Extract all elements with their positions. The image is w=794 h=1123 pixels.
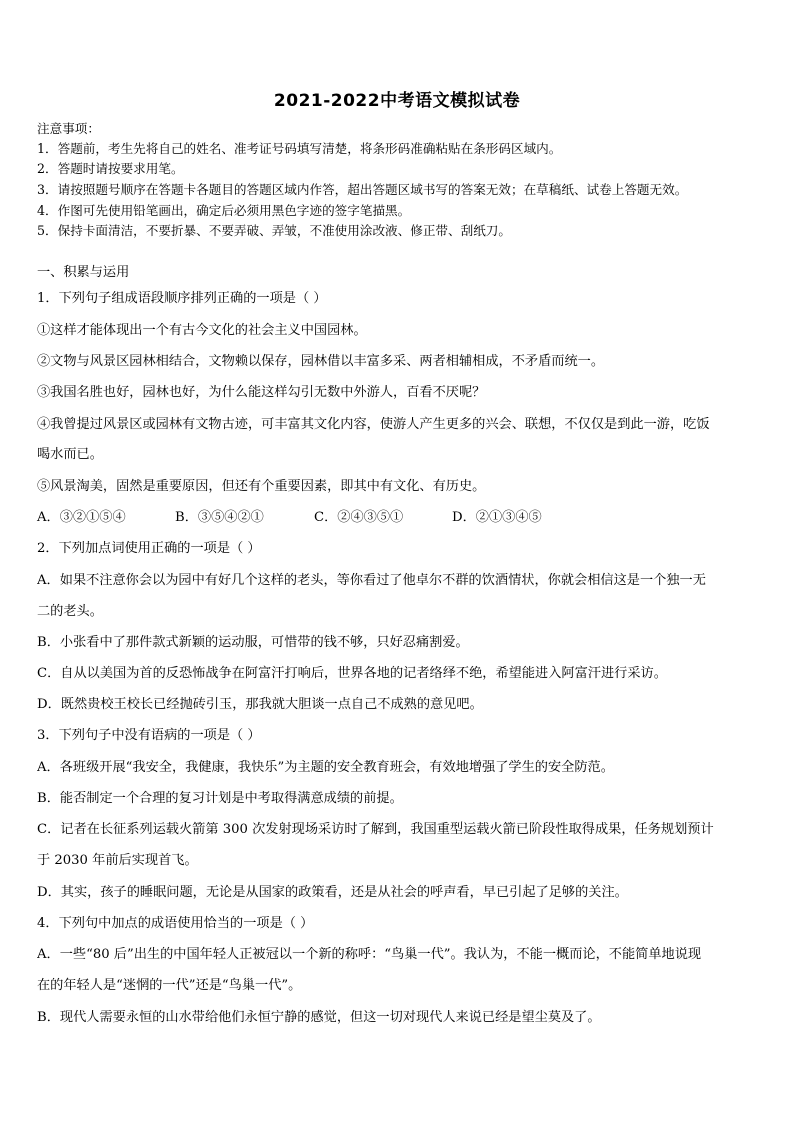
question-stem: 4．下列句中加点的成语使用恰当的一项是（ ） — [37, 916, 314, 931]
option-c: C．②④③⑤① — [314, 510, 404, 525]
sentence-4: ④我曾提过风景区或园林有文物古迹，可丰富其文化内容，使游人产生更多的兴会、联想，不仅仅是到此一游，吃饭 — [37, 417, 710, 432]
option-a-continued: 二的老头。 — [37, 604, 103, 619]
sentence-5: ⑤风景淘美，固然是重要原因，但还有个重要因素，即其中有文化、有历史。 — [37, 479, 486, 494]
notice-item: 5．保持卡面清洁，不要折暴、不要弄破、弄皱，不准使用涂改液、修正带、刮纸刀。 — [37, 223, 511, 238]
option-b: B．③⑤④②① — [175, 510, 264, 525]
option-c: C．记者在长征系列运载火箭第 300 次发射现场采访时了解到，我国重型运载火箭已阶段性取得成果，任务规划预计 — [37, 822, 714, 837]
question-stem: 3．下列句子中没有语病的一项是（ ） — [37, 728, 261, 743]
option-d: D．②①③④⑤ — [452, 510, 542, 525]
option-a: A．如果不注意你会以为园中有好几个这样的老头，等你看过了他卓尔不群的饮酒情状，你就会相信这是一个独一无 — [37, 573, 706, 588]
option-b: B．能否制定一个合理的复习计划是中考取得满意成绩的前提。 — [37, 791, 403, 806]
option-a: A．各班级开展“我安全，我健康，我快乐”为主题的安全教育班会，有效地增强了学生的安全防范。 — [37, 760, 614, 775]
sentence-3: ③我国名胜也好，园林也好，为什么能这样勾引无数中外游人，百看不厌呢？ — [37, 385, 486, 400]
notice-item: 1．答题前，考生先将自己的姓名、准考证号码填写清楚，将条形码准确粘贴在条形码区域内。 — [37, 141, 562, 156]
option-a: A．一些“80 后”出生的中国年轻人正被冠以一个新的称呼：“鸟巢一代”。我认为，不能一概而论，不能简单地说现 — [37, 947, 702, 962]
notice-heading: 注意事项： — [37, 121, 100, 136]
section-heading: 一、积累与运用 — [37, 265, 130, 280]
question-stem: 2．下列加点词使用正确的一项是（ ） — [37, 541, 261, 556]
question-stem: 1．下列句子组成语段顺序排列正确的一项是（ ） — [37, 291, 327, 306]
exam-title: 2021-2022中考语文模拟试卷 — [273, 91, 521, 111]
option-d: D．其实，孩子的睡眠问题，无论是从国家的政策看，还是从社会的呼声看，早已引起了足够的关注。 — [37, 885, 628, 900]
sentence-2: ②文物与风景区园林相结合，文物赖以保存，园林借以丰富多采、两者相辅相成，不矛盾而统一。 — [37, 354, 605, 369]
option-b: B．小张看中了那件款式新颖的运动服，可惜带的钱不够，只好忍痛割爱。 — [37, 635, 469, 650]
option-a-continued: 在的年轻人是“迷惘的一代”还是“鸟巢一代”。 — [37, 978, 302, 993]
option-a: A．③②①⑤④ — [37, 510, 126, 525]
sentence-1: ①这样才能体现出一个有古今文化的社会主义中国园林。 — [37, 323, 367, 338]
option-d: D．既然贵校王校长已经抛砖引玉，那我就大胆谈一点自己不成熟的意见吧。 — [37, 697, 483, 712]
notice-item: 4．作图可先使用铅笔画出，确定后必须用黑色字迹的签字笔描黑。 — [37, 203, 411, 218]
option-c: C．自从以美国为首的反恐怖战争在阿富汗打响后，世界各地的记者络绎不绝，希望能进入阿富汗进行采访。 — [37, 666, 667, 681]
notice-item: 2．答题时请按要求用笔。 — [37, 161, 184, 176]
sentence-4-continued: 喝水而已。 — [37, 447, 103, 462]
notice-item: 3．请按照题号顺序在答题卡各题目的答题区域内作答，超出答题区域书写的答案无效；在草稿纸、试卷上答题无效。 — [37, 182, 688, 197]
option-c-continued: 于 2030 年前后实现首飞。 — [37, 853, 198, 868]
option-b: B．现代人需要永恒的山水带给他们永恒宁静的感觉，但这一切对现代人来说已经是望尘莫及了。 — [37, 1010, 601, 1025]
